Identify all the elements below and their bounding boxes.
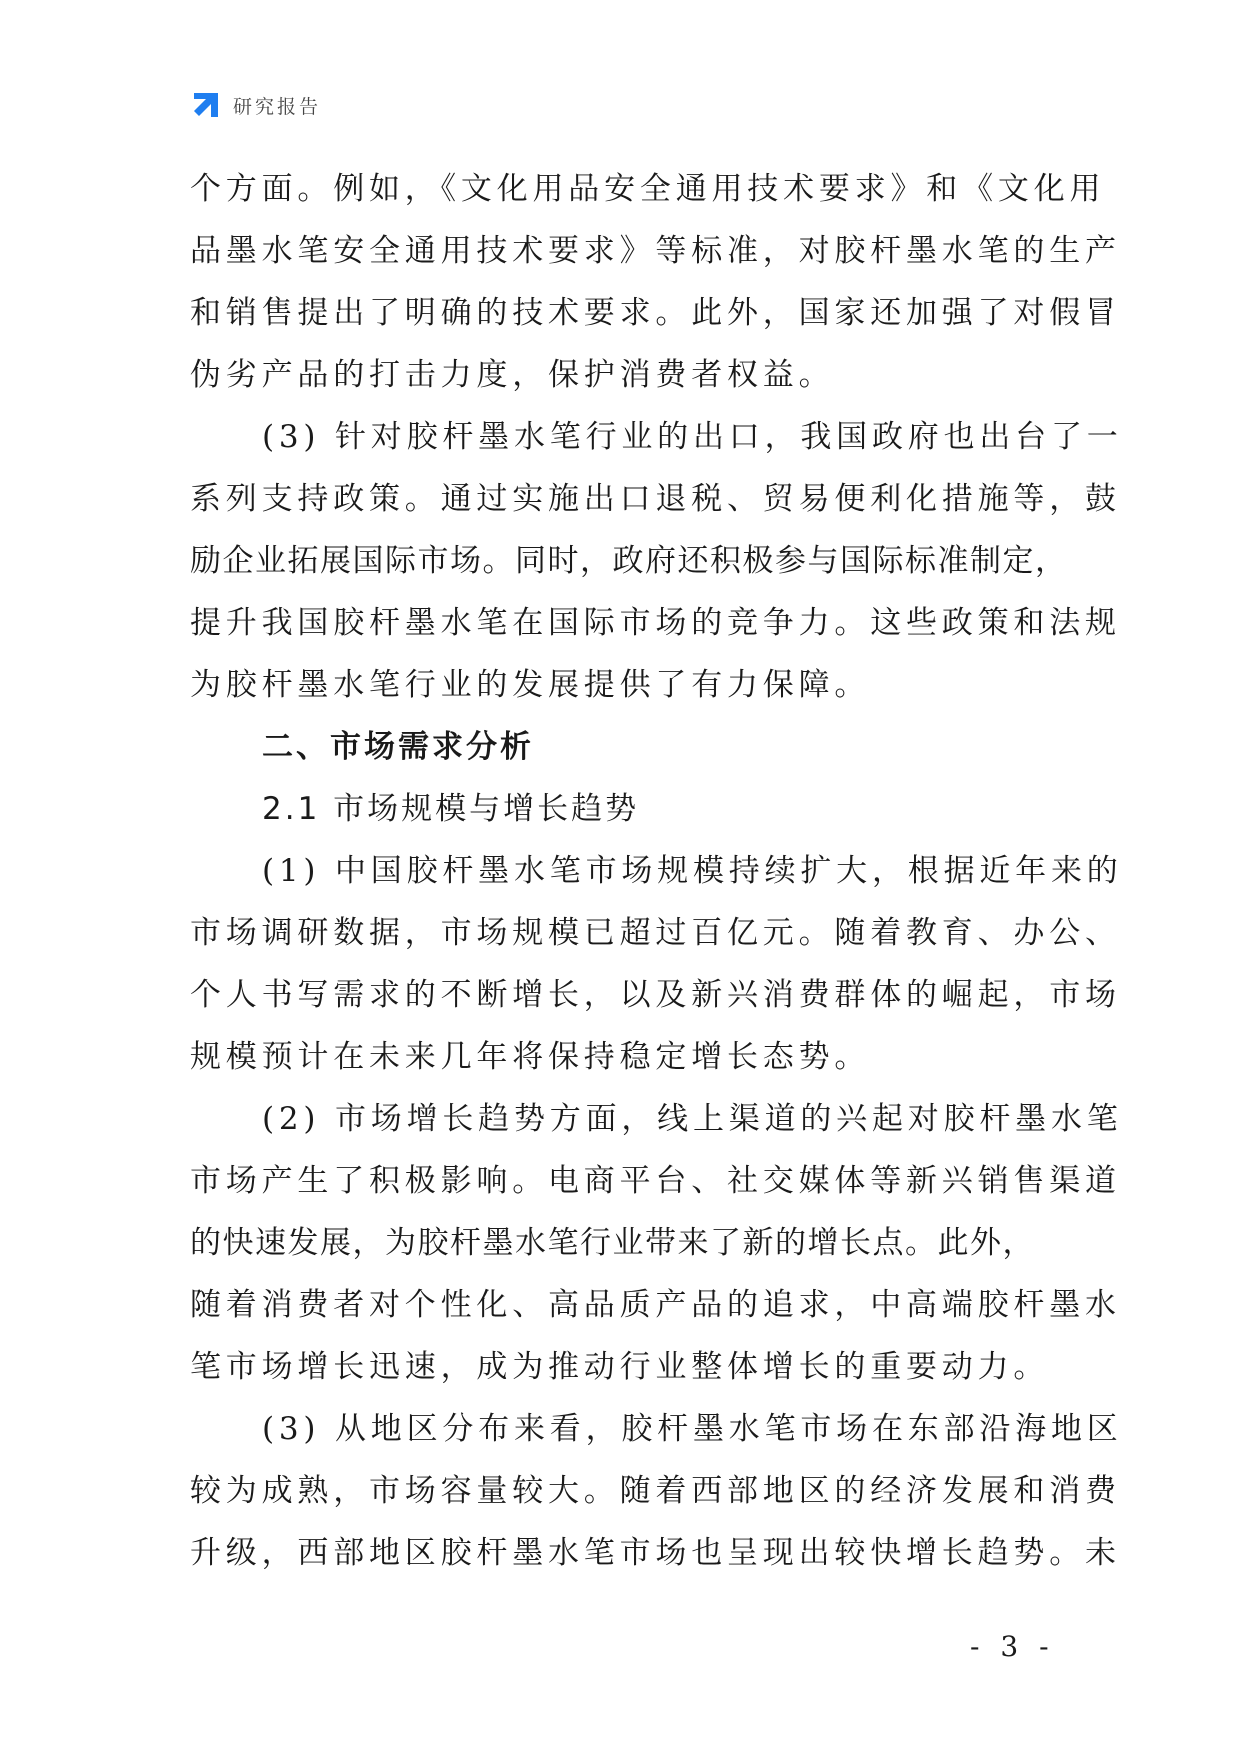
text-line: 系列支持政策。通过实施出口退税、贸易便利化措施等，鼓 bbox=[190, 481, 1121, 517]
text-line: 的快速发展，为胶杆墨水笔行业带来了新的增长点。此外， bbox=[190, 1225, 1035, 1261]
report-header bbox=[190, 88, 321, 122]
text-line: 笔市场增长迅速，成为推动行业整体增长的重要动力。 bbox=[190, 1349, 1050, 1385]
text-line: 较为成熟，市场容量较大。随着西部地区的经济发展和消费 bbox=[190, 1473, 1121, 1509]
text-line: 升级，西部地区胶杆墨水笔市场也呈现出较快增长趋势。未 bbox=[190, 1535, 1121, 1571]
text-line: (2) 市场增长趋势方面，线上渠道的兴起对胶杆墨水笔 bbox=[262, 1101, 1123, 1137]
section-heading: 二、市场需求分析 bbox=[262, 729, 534, 765]
page-number: - 3 - bbox=[970, 1630, 1055, 1663]
text-line: 和销售提出了明确的技术要求。此外，国家还加强了对假冒 bbox=[190, 295, 1121, 331]
text-line: 市场产生了积极影响。电商平台、社交媒体等新兴销售渠道 bbox=[190, 1163, 1121, 1199]
text-line: 励企业拓展国际市场。同时，政府还积极参与国际标准制定， bbox=[190, 543, 1068, 579]
text-line: 规模预计在未来几年将保持稳定增长态势。 bbox=[190, 1039, 871, 1075]
text-line: 个人书写需求的不断增长，以及新兴消费群体的崛起，市场 bbox=[190, 977, 1121, 1013]
text-line: 市场调研数据，市场规模已超过百亿元。随着教育、办公、 bbox=[190, 915, 1121, 951]
text-line: (3) 针对胶杆墨水笔行业的出口，我国政府也出台了一 bbox=[262, 419, 1123, 455]
subsection-heading: 2.1 市场规模与增长趋势 bbox=[262, 791, 640, 827]
document-body bbox=[190, 158, 1123, 1584]
text-line: 提升我国胶杆墨水笔在国际市场的竞争力。这些政策和法规 bbox=[190, 605, 1121, 641]
text-line: 随着消费者对个性化、高品质产品的追求，中高端胶杆墨水 bbox=[190, 1287, 1121, 1323]
header-title: 研究报告 bbox=[233, 95, 322, 118]
text-line: 为胶杆墨水笔行业的发展提供了有力保障。 bbox=[190, 667, 871, 703]
text-line: (1) 中国胶杆墨水笔市场规模持续扩大，根据近年来的 bbox=[262, 853, 1123, 889]
text-line: 伪劣产品的打击力度，保护消费者权益。 bbox=[190, 357, 835, 393]
text-line: 品墨水笔安全通用技术要求》等标准，对胶杆墨水笔的生产 bbox=[190, 233, 1121, 269]
text-line: 个方面。例如，《文化用品安全通用技术要求》和《文化用 bbox=[190, 171, 1106, 207]
text-line: (3) 从地区分布来看，胶杆墨水笔市场在东部沿海地区 bbox=[262, 1411, 1123, 1447]
arrow-up-right-icon bbox=[190, 89, 222, 121]
